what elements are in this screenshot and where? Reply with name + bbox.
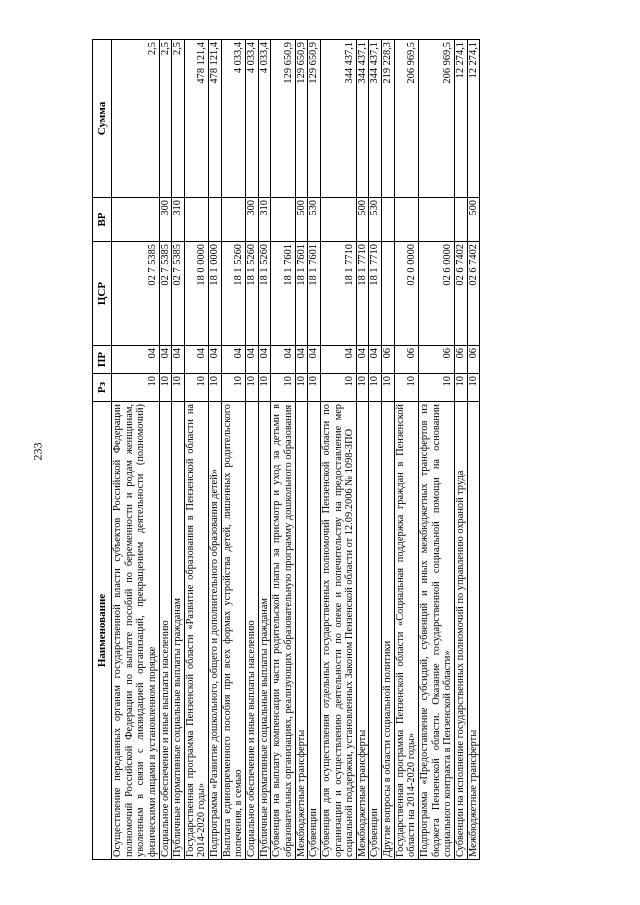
row-pr-cell: 04 — [209, 346, 222, 374]
row-csr-cell: 18 1 7710 — [320, 242, 356, 346]
row-rz-cell: 10 — [369, 374, 382, 402]
row-sum-cell: 344 437,1 — [356, 40, 369, 198]
row-name-cell: Социальное обеспечение и иные выплаты населению — [159, 402, 172, 860]
row-csr-cell: 18 1 5260 — [246, 242, 259, 346]
row-vr-cell — [271, 198, 295, 242]
row-vr-cell: 530 — [308, 198, 321, 242]
table-row — [419, 40, 455, 860]
row-rz-cell: 10 — [394, 374, 418, 402]
row-vr-cell — [112, 198, 160, 242]
row-pr-cell: 04 — [320, 346, 356, 374]
table-row — [271, 40, 295, 860]
table-row — [159, 40, 172, 860]
table-row — [112, 40, 160, 860]
row-sum-cell: 4 033,4 — [258, 40, 271, 198]
row-vr-cell: 500 — [356, 198, 369, 242]
row-name-cell: Подпрограмма «Предоставление субсидий, субвенций и иных межбюджетных трансфертов из бюджета Пензенской области. Оказание государственной социальной помощи на основании социального контракта в Пензенской области» — [419, 402, 455, 860]
row-pr-cell: 04 — [112, 346, 160, 374]
row-vr-cell: 500 — [467, 198, 480, 242]
header-rz: Рз — [93, 374, 112, 402]
header-pr: ПР — [93, 346, 112, 374]
row-rz-cell: 10 — [246, 374, 259, 402]
row-rz-cell: 10 — [184, 374, 208, 402]
row-csr-cell — [382, 242, 395, 346]
row-vr-cell: 530 — [369, 198, 382, 242]
row-sum-cell: 219 228,3 — [382, 40, 395, 198]
row-vr-cell — [209, 198, 222, 242]
row-sum-cell: 478 121,4 — [209, 40, 222, 198]
row-pr-cell: 04 — [172, 346, 185, 374]
row-csr-cell: 02 6 7402 — [467, 242, 480, 346]
row-sum-cell: 12 274,1 — [454, 40, 467, 198]
row-sum-cell: 4 033,4 — [246, 40, 259, 198]
row-sum-cell: 344 437,1 — [369, 40, 382, 198]
row-csr-cell: 18 0 0000 — [184, 242, 208, 346]
row-vr-cell — [221, 198, 245, 242]
row-pr-cell: 06 — [419, 346, 455, 374]
table-row — [320, 40, 356, 860]
row-csr-cell: 02 6 0000 — [419, 242, 455, 346]
table-row — [308, 40, 321, 860]
row-vr-cell: 300 — [159, 198, 172, 242]
header-name: Наименование — [93, 402, 112, 860]
row-csr-cell: 02 7 5385 — [159, 242, 172, 346]
table-row — [209, 40, 222, 860]
row-sum-cell: 478 121,4 — [184, 40, 208, 198]
row-csr-cell: 18 1 7601 — [308, 242, 321, 346]
row-vr-cell — [454, 198, 467, 242]
row-vr-cell — [320, 198, 356, 242]
row-vr-cell: 310 — [172, 198, 185, 242]
row-name-cell: Публичные нормативные социальные выплаты гражданам — [258, 402, 271, 860]
row-sum-cell: 12 274,1 — [467, 40, 480, 198]
row-csr-cell: 18 1 7710 — [369, 242, 382, 346]
header-csr: ЦСР — [93, 242, 112, 346]
row-vr-cell — [382, 198, 395, 242]
table-row — [184, 40, 208, 860]
row-sum-cell: 206 969,5 — [419, 40, 455, 198]
header-vr: ВР — [93, 198, 112, 242]
row-pr-cell: 04 — [356, 346, 369, 374]
row-rz-cell: 10 — [419, 374, 455, 402]
row-pr-cell: 04 — [308, 346, 321, 374]
row-csr-cell: 02 7 5385 — [172, 242, 185, 346]
row-vr-cell — [419, 198, 455, 242]
row-csr-cell: 02 6 7402 — [454, 242, 467, 346]
row-name-cell: Субвенции — [369, 402, 382, 860]
budget-table — [92, 39, 480, 860]
row-rz-cell: 10 — [454, 374, 467, 402]
row-csr-cell: 18 1 7601 — [271, 242, 295, 346]
table-row — [258, 40, 271, 860]
row-pr-cell: 04 — [221, 346, 245, 374]
row-pr-cell: 06 — [467, 346, 480, 374]
rotated-page-content — [92, 40, 568, 860]
row-rz-cell: 10 — [221, 374, 245, 402]
row-sum-cell: 2,5 — [172, 40, 185, 198]
row-sum-cell: 2,5 — [159, 40, 172, 198]
row-rz-cell: 10 — [295, 374, 308, 402]
row-pr-cell: 04 — [369, 346, 382, 374]
row-name-cell: Другие вопросы в области социальной политики — [382, 402, 395, 860]
row-rz-cell: 10 — [467, 374, 480, 402]
row-rz-cell: 10 — [382, 374, 395, 402]
table-row — [356, 40, 369, 860]
row-pr-cell: 04 — [159, 346, 172, 374]
row-sum-cell: 129 650,9 — [308, 40, 321, 198]
row-sum-cell: 206 969,5 — [394, 40, 418, 198]
row-name-cell: Межбюджетные трансферты — [467, 402, 480, 860]
row-sum-cell: 4 033,4 — [221, 40, 245, 198]
row-name-cell: Межбюджетные трансферты — [356, 402, 369, 860]
row-csr-cell: 02 7 5385 — [112, 242, 160, 346]
row-rz-cell: 10 — [320, 374, 356, 402]
row-pr-cell: 04 — [295, 346, 308, 374]
row-rz-cell: 10 — [159, 374, 172, 402]
row-name-cell: Публичные нормативные социальные выплаты гражданам — [172, 402, 185, 860]
row-pr-cell: 06 — [454, 346, 467, 374]
row-rz-cell: 10 — [209, 374, 222, 402]
table-header-row — [93, 40, 112, 860]
table-row — [221, 40, 245, 860]
table-row — [454, 40, 467, 860]
row-rz-cell: 10 — [356, 374, 369, 402]
row-csr-cell: 18 1 7601 — [295, 242, 308, 346]
table-row — [382, 40, 395, 860]
table-row — [394, 40, 418, 860]
row-csr-cell: 18 1 0000 — [209, 242, 222, 346]
row-sum-cell: 344 437,1 — [320, 40, 356, 198]
row-rz-cell: 10 — [308, 374, 321, 402]
row-csr-cell: 18 1 5260 — [221, 242, 245, 346]
row-name-cell: Субвенция для осуществления отдельных государственных полномочий Пензенской области по организации и осуществлению деятельности по опеке и попечительству на предоставление мер социальной поддержки, установленных Законом Пензенской области от 12.09.2006 № 1098-ЗПО — [320, 402, 356, 860]
row-vr-cell: 500 — [295, 198, 308, 242]
table-row — [172, 40, 185, 860]
row-name-cell: Межбюджетные трансферты — [295, 402, 308, 860]
table-row — [295, 40, 308, 860]
row-pr-cell: 06 — [394, 346, 418, 374]
row-vr-cell: 310 — [258, 198, 271, 242]
row-pr-cell: 04 — [246, 346, 259, 374]
row-vr-cell: 300 — [246, 198, 259, 242]
row-name-cell: Субвенции на исполнение государственных полномочий по управлению охраной труда — [454, 402, 467, 860]
row-pr-cell: 04 — [271, 346, 295, 374]
row-pr-cell: 06 — [382, 346, 395, 374]
row-sum-cell: 129 650,9 — [295, 40, 308, 198]
table-row — [369, 40, 382, 860]
row-pr-cell: 04 — [258, 346, 271, 374]
row-csr-cell: 18 1 7710 — [356, 242, 369, 346]
row-name-cell: Выплата единовременного пособия при всех формах устройства детей, лишенных родительского попечения, в семью — [221, 402, 245, 860]
row-sum-cell: 2,5 — [112, 40, 160, 198]
row-name-cell: Социальное обеспечение и иные выплаты населению — [246, 402, 259, 860]
header-sum: Сумма — [93, 40, 112, 198]
row-sum-cell: 129 650,9 — [271, 40, 295, 198]
row-vr-cell — [394, 198, 418, 242]
row-name-cell: Государственная программа Пензенской области «Социальная поддержка граждан в Пензенской области на 2014-2020 годы» — [394, 402, 418, 860]
row-name-cell: Подпрограмма «Развитие дошкольного, общего и дополнительного образования детей» — [209, 402, 222, 860]
row-rz-cell: 10 — [258, 374, 271, 402]
row-rz-cell: 10 — [112, 374, 160, 402]
row-rz-cell: 10 — [172, 374, 185, 402]
table-body — [112, 40, 480, 860]
page-number: 233 — [30, 442, 45, 461]
row-csr-cell: 18 1 5260 — [258, 242, 271, 346]
table-row — [246, 40, 259, 860]
row-name-cell: Субвенция на выплату компенсации части родительской платы за присмотр и уход за детьми в образовательных организациях, реализующих образовательную программу дошкольного образования — [271, 402, 295, 860]
row-pr-cell: 04 — [184, 346, 208, 374]
row-name-cell: Государственная программа Пензенской области «Развитие образования в Пензенской области на 2014-2020 годы» — [184, 402, 208, 860]
table-row — [467, 40, 480, 860]
row-name-cell: Субвенции — [308, 402, 321, 860]
row-csr-cell: 02 0 0000 — [394, 242, 418, 346]
row-name-cell: Осуществление переданных органам государственной власти субъектов Российской Федерации полномочий Российской Федерации по выплате пособий по беременности и родам женщинам, уволенным в связи с ликвидацией организаций, прекращением деятельности (полномочий) физическими лицами в установленном порядке — [112, 402, 160, 860]
row-vr-cell — [184, 198, 208, 242]
row-rz-cell: 10 — [271, 374, 295, 402]
